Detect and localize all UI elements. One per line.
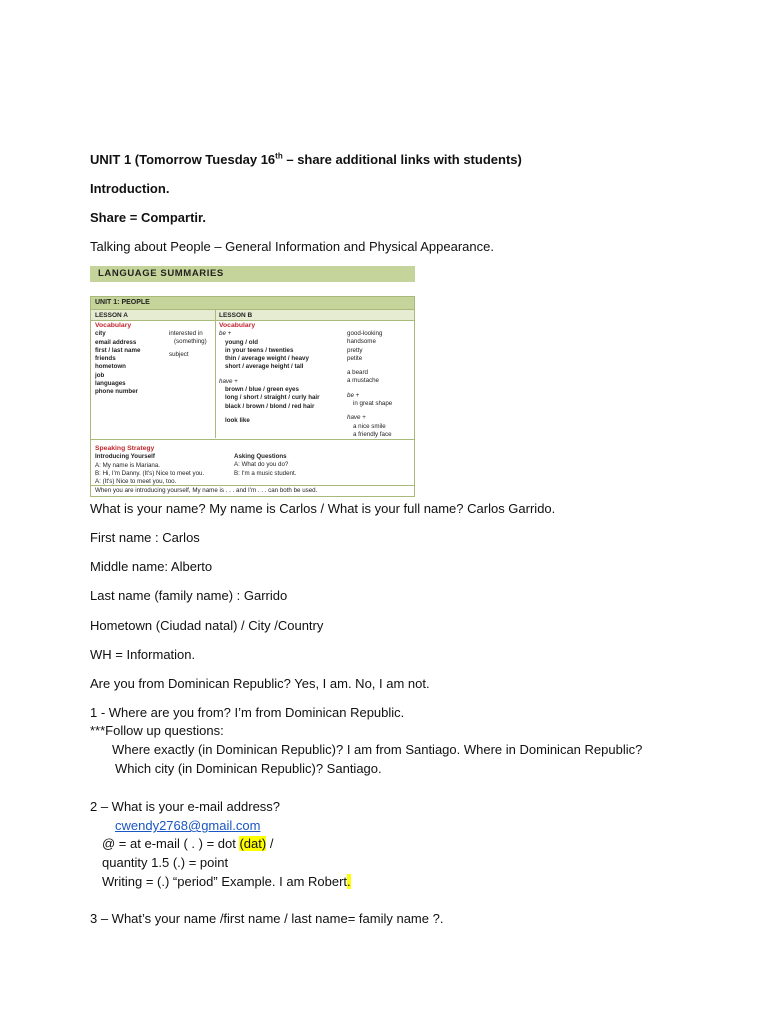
first-name-line: First name : Carlos xyxy=(90,530,200,545)
email-link[interactable]: cwendy2768@gmail.com xyxy=(115,818,261,833)
vocab-look-like: look like xyxy=(225,416,250,424)
vocab-have: have + xyxy=(219,377,238,385)
vocab-item: hometown xyxy=(95,363,126,371)
vocab-item: languages xyxy=(95,380,126,388)
summary-footer: When you are introducing yourself, My name is . . . and I'm . . . can both be used. xyxy=(95,487,318,494)
last-name-line: Last name (family name) : Garrido xyxy=(90,588,288,603)
vocab-item: a beard xyxy=(347,369,368,377)
highlight-period: . xyxy=(347,874,351,889)
language-summaries-image xyxy=(90,266,415,497)
vocab-be: be + xyxy=(219,330,232,338)
hometown-line: Hometown (Ciudad natal) / City /Country xyxy=(90,618,324,633)
summary-column-divider xyxy=(215,310,216,438)
vocab-item: young / old xyxy=(225,338,258,346)
intro-title: Introducing Yourself xyxy=(95,453,155,461)
summary-header-text: LANGUAGE SUMMARIES xyxy=(98,268,224,279)
question-1: 1 - Where are you from? I’m from Dominican Republic. xyxy=(90,705,405,720)
where-exactly-line: Where exactly (in Dominican Republic)? I am from Santiago. Where in Dominican Republic? xyxy=(112,742,643,757)
quantity-line: quantity 1.5 (.) = point xyxy=(102,855,229,870)
share-heading: Share = Compartir. xyxy=(90,210,206,225)
summary-unit-title: UNIT 1: PEOPLE xyxy=(95,299,150,306)
vocab-item: in your teens / twenties xyxy=(225,346,294,354)
unit-title-rest: – share additional links with students) xyxy=(282,152,522,167)
lesson-b-label: LESSON B xyxy=(219,311,253,319)
summary-lessons-bar xyxy=(91,310,414,321)
lesson-b-vocab-title: Vocabulary xyxy=(219,322,256,329)
vocab-item: job xyxy=(95,371,105,379)
summary-box xyxy=(90,296,415,497)
introduction-heading: Introduction. xyxy=(90,181,170,196)
unit-title-text: UNIT 1 (Tomorrow Tuesday 16 xyxy=(90,152,276,167)
vocab-item: city xyxy=(95,330,106,338)
vocab-item: petite xyxy=(347,354,363,362)
vocab-item: long / short / straight / curly hair xyxy=(225,394,320,402)
lesson-a-vocab-title: Vocabulary xyxy=(95,322,132,329)
lesson-a-label: LESSON A xyxy=(95,311,128,319)
vocab-item: first / last name xyxy=(95,346,141,354)
writing-text: Writing = (.) “period” Example. I am Robert xyxy=(102,874,348,889)
asking-title: Asking Questions xyxy=(234,453,287,460)
summary-unit-bar xyxy=(91,297,414,310)
asking-line: A: What do you do? xyxy=(234,461,289,469)
vocab-item: in great shape xyxy=(353,400,393,408)
vocab-item: (something) xyxy=(174,338,207,346)
vocab-item: subject xyxy=(169,350,189,358)
unit-title-sup: th xyxy=(275,151,283,161)
intro-line: A: My name is Mariana. xyxy=(95,461,160,469)
highlight-dat: (dat) xyxy=(239,836,267,851)
vocab-item: brown / blue / green eyes xyxy=(225,386,299,394)
vocab-item: a nice smile xyxy=(353,422,386,430)
talking-line: Talking about People – General Information and Physical Appearance. xyxy=(90,239,494,254)
vocab-item: thin / average weight / heavy xyxy=(225,355,309,363)
lesson-a-vocab xyxy=(95,322,140,397)
summary-divider-2 xyxy=(91,485,414,486)
vocab-item: short / average height / tall xyxy=(225,363,304,371)
vocab-item: friends xyxy=(95,355,116,363)
vocab-item: interested in xyxy=(169,330,203,337)
full-name-line: What is your name? My name is Carlos / What is your full name? Carlos Garrido. xyxy=(90,501,556,516)
at-dot-line xyxy=(102,836,273,852)
summary-header xyxy=(90,266,415,282)
vocab-item: pretty xyxy=(347,346,363,354)
are-you-from-line: Are you from Dominican Republic? Yes, I am. No, I am not. xyxy=(90,676,430,691)
vocab-item: good-looking xyxy=(347,330,383,337)
which-city-line: Which city (in Dominican Republic)? Santiago. xyxy=(115,761,382,776)
asking-line: B: I'm a music student. xyxy=(234,469,297,477)
speaking-strategy xyxy=(95,445,204,486)
vocab-item: handsome xyxy=(347,338,376,346)
summary-divider xyxy=(91,439,414,440)
wh-line: WH = Information. xyxy=(90,647,196,662)
at-dot-end: / xyxy=(266,836,274,851)
question-3: 3 – What’s your name /first name / last name= family name ?. xyxy=(90,911,444,926)
vocab-be: be + xyxy=(347,391,360,399)
followup-label: ***Follow up questions: xyxy=(90,723,224,738)
middle-name-line: Middle name: Alberto xyxy=(90,559,213,574)
strategy-title: Speaking Strategy xyxy=(95,445,155,452)
asking-questions xyxy=(234,453,296,478)
unit-title xyxy=(90,152,522,168)
at-dot-text: @ = at e-mail ( . ) = dot xyxy=(102,836,240,851)
intro-line: A: (It's) Nice to meet you, too. xyxy=(95,478,177,486)
vocab-item: a friendly face xyxy=(353,430,392,438)
lesson-a-vocab-2 xyxy=(169,330,207,359)
intro-line: B: Hi, I'm Danny. (It's) Nice to meet you. xyxy=(95,469,205,477)
lesson-b-vocab xyxy=(219,322,320,425)
lesson-b-vocab-2 xyxy=(347,330,392,439)
vocab-have: have + xyxy=(347,414,366,422)
vocab-item: black / brown / blond / red hair xyxy=(225,402,315,410)
writing-line xyxy=(102,874,351,890)
question-2: 2 – What is your e-mail address? xyxy=(90,799,281,814)
vocab-item: email address xyxy=(95,338,137,346)
vocab-item: phone number xyxy=(95,388,138,396)
vocab-item: a mustache xyxy=(347,377,379,385)
